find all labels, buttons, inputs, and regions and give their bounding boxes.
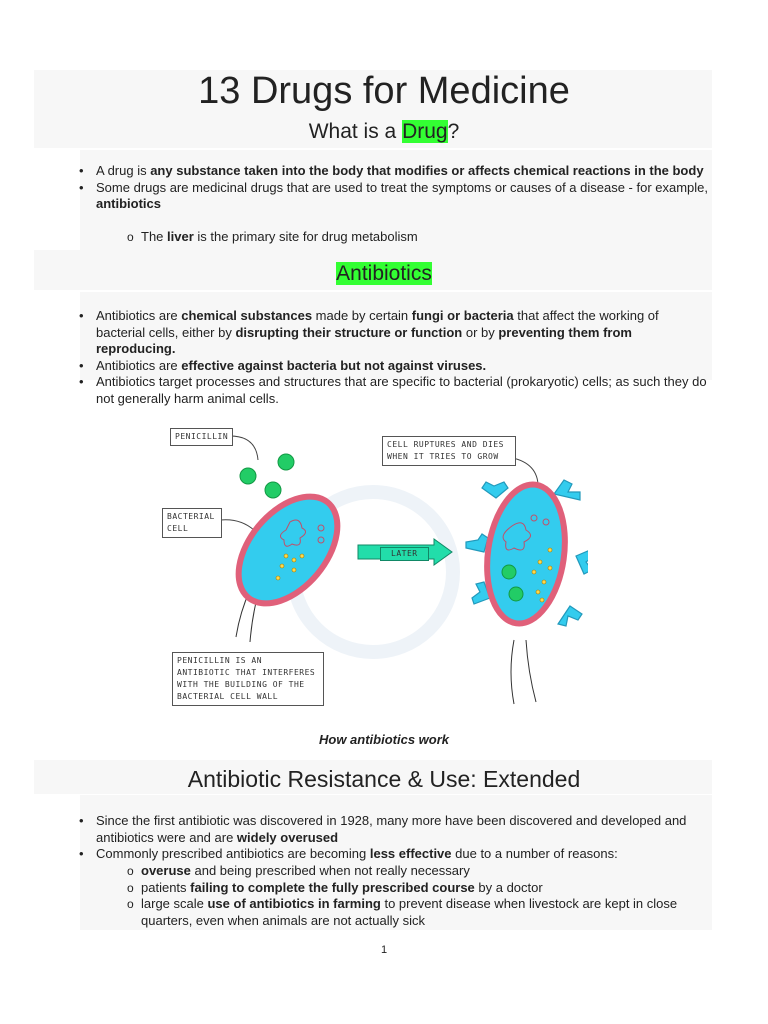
item-text: Since the first antibiotic was discovered in 1928, many more have been discovered and developed and antibiotics were and are <box>96 813 687 845</box>
heading-text-end: ? <box>447 120 460 143</box>
drug-sub-list <box>141 229 711 246</box>
item-text: patients <box>141 879 191 895</box>
page-number: 1 <box>380 944 388 956</box>
item-text: The <box>141 229 168 244</box>
list-item <box>96 358 711 375</box>
label-bacterial-cell: BACTERIAL CELL <box>162 508 222 538</box>
item-bold: less effective <box>369 846 452 861</box>
item-bold: effective against bacteria but not against viruses. <box>181 357 487 373</box>
flagellum <box>526 640 536 702</box>
label-later: LATER <box>380 547 429 561</box>
list-item <box>96 846 711 863</box>
item-text: Antibiotics are <box>96 357 182 373</box>
page-title: 13 Drugs for Medicine <box>198 70 570 112</box>
item-text: due to a number of reasons: <box>451 846 618 861</box>
resistance-bullet-list <box>96 813 711 863</box>
penicillin-molecule <box>265 482 281 498</box>
resistance-sub-list <box>141 863 713 929</box>
penicillin-molecule <box>240 468 256 484</box>
penicillin-pointer <box>230 436 258 460</box>
antibiotics-figure <box>158 422 588 714</box>
heading-text: What is a <box>308 120 403 143</box>
penicillin-molecule <box>509 587 523 601</box>
item-bold: failing to complete the fully prescribed course <box>190 879 475 895</box>
penicillin-molecule <box>278 454 294 470</box>
list-item <box>96 308 711 358</box>
item-bold: fungi or bacteria <box>411 308 514 323</box>
item-bold: use of antibiotics in farming <box>207 896 381 911</box>
label-cell-ruptures: CELL RUPTURES AND DIES WHEN IT TRIES TO GROW <box>382 436 516 466</box>
flagellum <box>511 640 514 704</box>
label-penicillin: PENICILLIN <box>170 428 233 446</box>
item-bold: chemical substances <box>181 308 313 323</box>
item-text: Antibiotics target processes and structures that are specific to bacterial (prokaryotic) cells; as such they do not generally harm animal cells. <box>96 374 707 406</box>
list-item <box>96 374 711 407</box>
item-text: by a doctor <box>474 879 543 895</box>
penicillin-molecule <box>502 565 516 579</box>
item-bold: antibiotics <box>96 196 162 211</box>
label-penicillin-note: PENICILLIN IS AN ANTIBIOTIC THAT INTERFERES WITH THE BUILDING OF THE BACTERIAL CELL WALL <box>172 652 324 706</box>
heading-antibiotics <box>0 262 768 286</box>
list-item <box>141 896 713 929</box>
item-text: made by certain <box>312 308 412 323</box>
item-bold: liver <box>167 229 194 244</box>
list-item <box>96 163 711 180</box>
cell-pointer <box>220 520 254 530</box>
item-text: or by <box>462 324 499 340</box>
item-bold: any substance taken into the body that modifies or affects chemical reactions in the body <box>150 163 704 178</box>
list-item <box>141 229 711 246</box>
item-text: A drug is <box>96 163 151 178</box>
heading-what-is-a-drug <box>0 120 768 144</box>
item-text: Some drugs are medicinal drugs that are used to treat the symptoms or causes of a disease - for example, <box>96 179 709 195</box>
item-text: Antibiotics are <box>96 308 182 323</box>
item-text: to prevent disease when livestock are kept in close quarters, even when animals are not actually sick <box>141 896 678 928</box>
antibiotics-bullet-list <box>96 308 711 407</box>
list-item <box>141 863 713 880</box>
item-bold: widely overused <box>236 829 339 845</box>
item-text: is the primary site for drug metabolism <box>193 229 418 244</box>
item-bold: disrupting their structure or function <box>235 324 463 340</box>
heading-antibiotic-resistance: Antibiotic Resistance & Use: Extended <box>187 766 581 792</box>
heading-highlight: Antibiotics <box>336 262 432 285</box>
item-bold: overuse <box>141 863 191 878</box>
item-text: that affect the working of bacterial cells, either by <box>96 308 659 340</box>
item-text: large scale <box>141 896 208 911</box>
figure-caption: How antibiotics work <box>318 732 449 747</box>
list-item <box>96 813 711 846</box>
item-text: Commonly prescribed antibiotics are becoming <box>96 846 370 861</box>
list-item <box>141 880 713 897</box>
list-item <box>96 180 711 213</box>
ruptured-cell <box>479 479 574 628</box>
item-bold: preventing them from reproducing. <box>96 324 632 356</box>
drug-bullet-list <box>96 163 711 213</box>
item-text: and being prescribed when not really necessary <box>190 863 470 878</box>
heading-highlight: Drug <box>402 120 448 143</box>
